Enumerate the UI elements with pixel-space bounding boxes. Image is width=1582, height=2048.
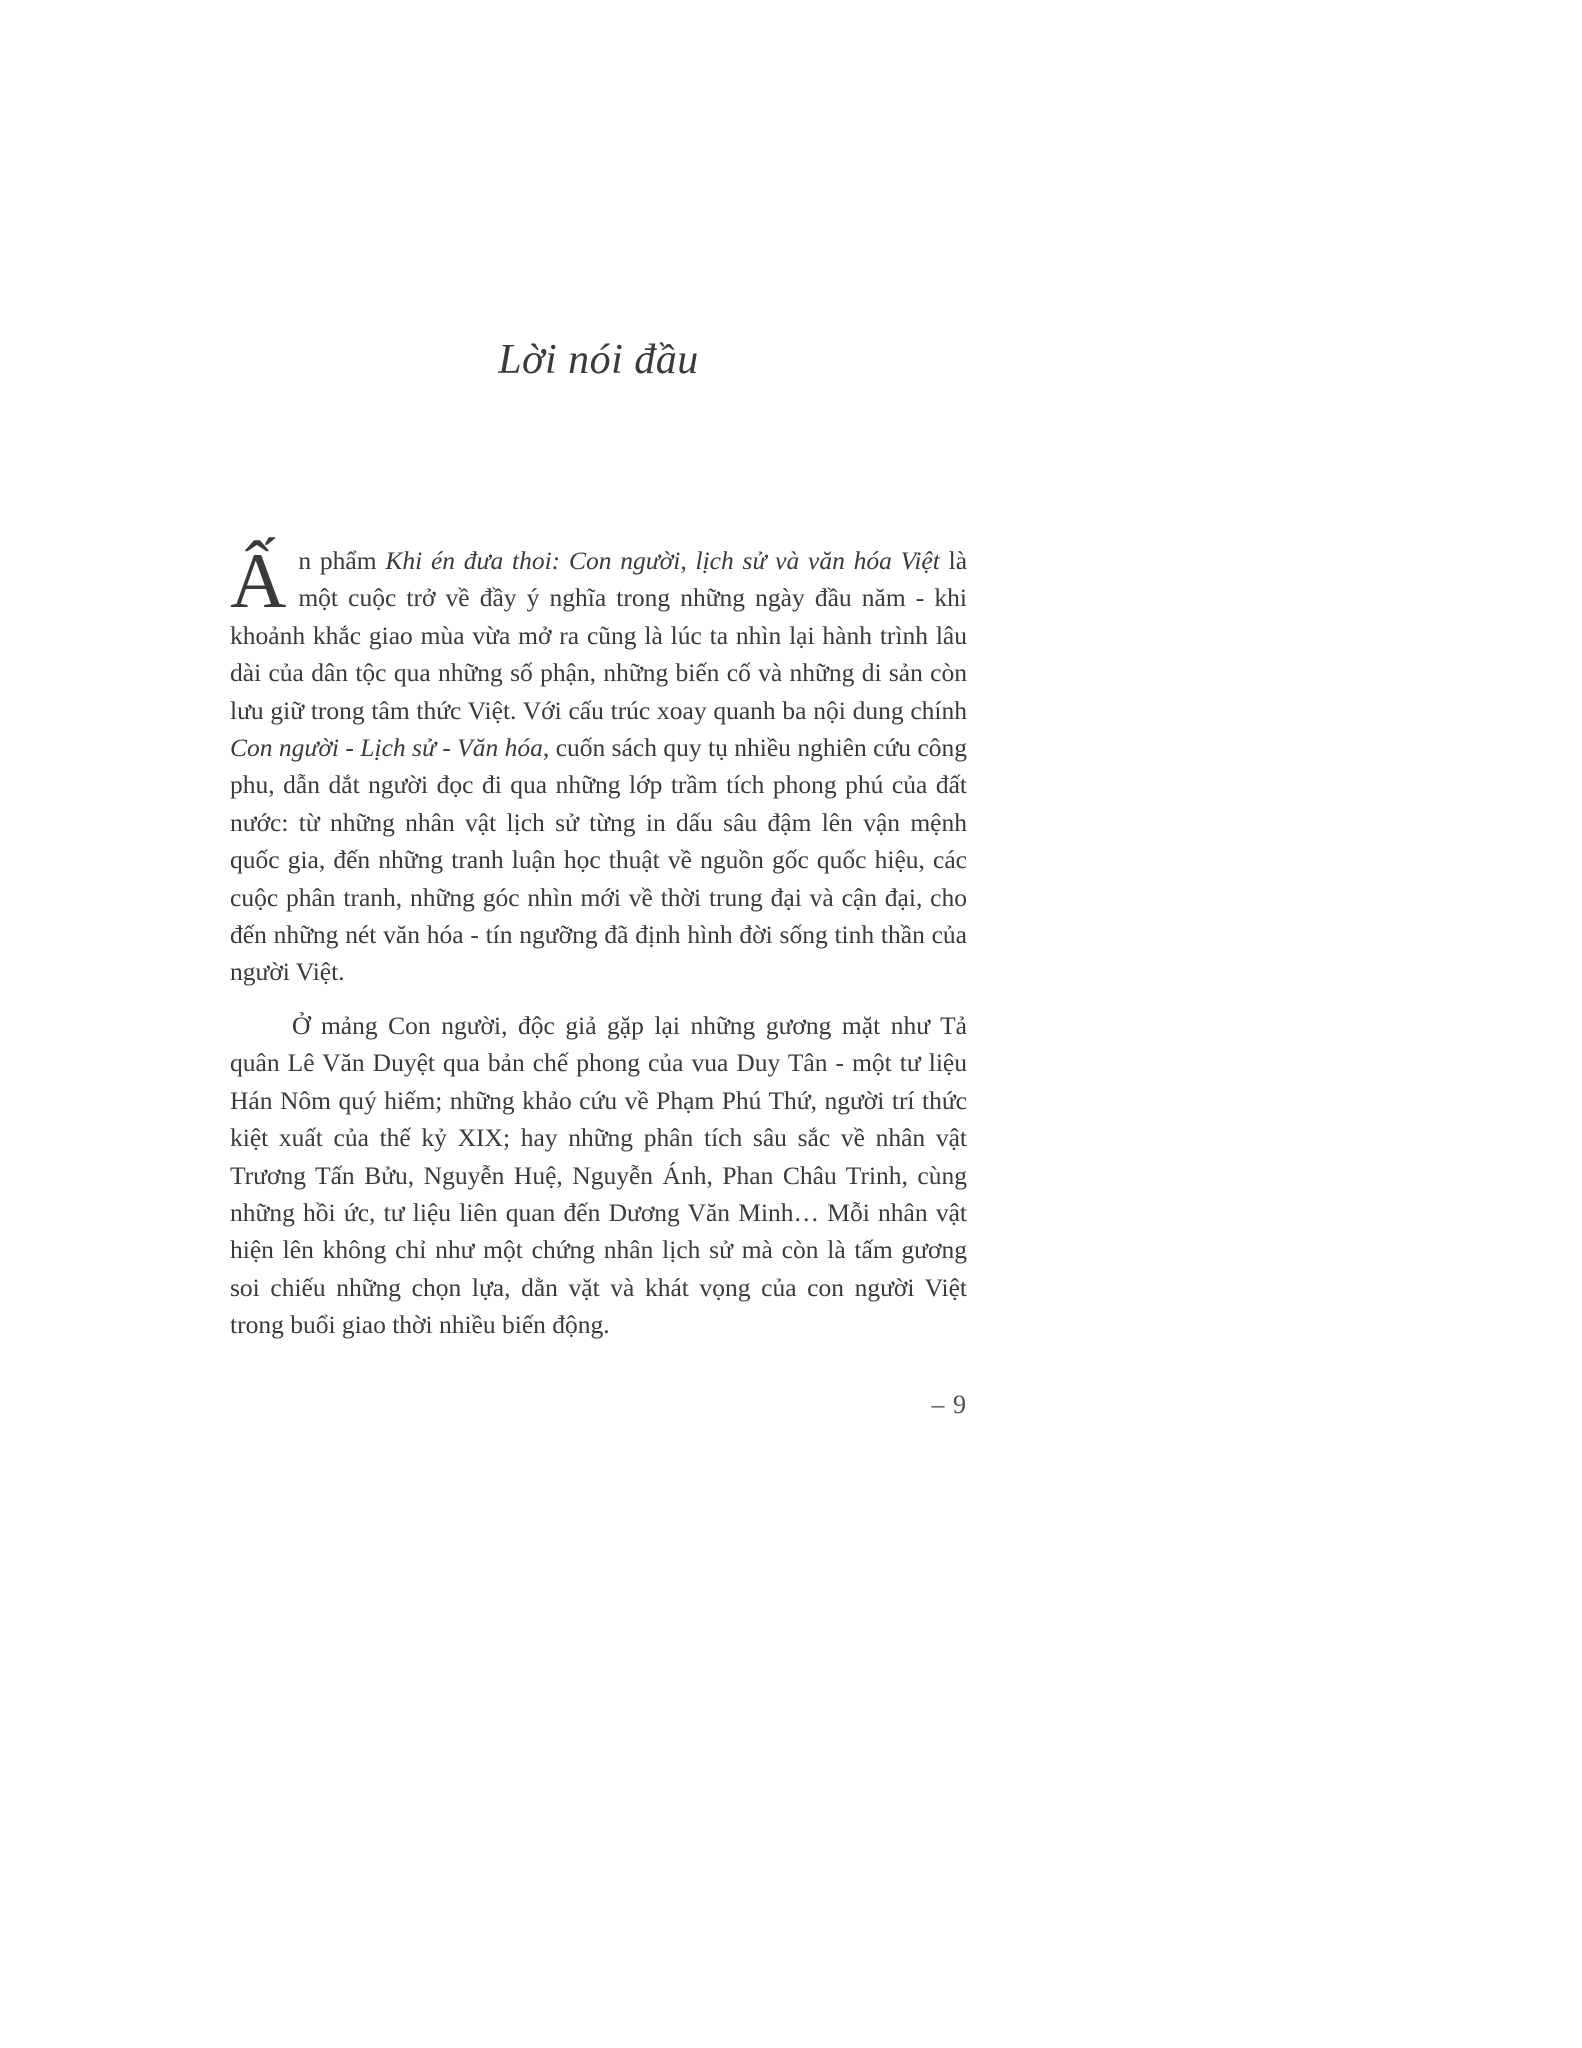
page-content — [230, 336, 967, 1420]
dropcap-letter: Ấ — [230, 537, 287, 624]
section-names-italic: Con người - Lịch sử - Văn hóa — [230, 733, 543, 763]
paragraph-intro — [230, 537, 968, 991]
paragraph-con-nguoi: Ở mảng Con người, độc giả gặp lại những gương mặt như Tả quân Lê Văn Duyệt qua bản chế phong của vua Duy Tân - một tư liệu Hán Nôm quý hiếm; những khảo cứu về Phạm Phú Thứ, người trí thức kiệt xuất của thế kỷ XIX; hay những phân tích sâu sắc về nhân vật Trương Tấn Bửu, Nguyễn Huệ, Nguyễn Ánh, Phan Châu Trinh, cùng những hồi ức, tư liệu liên quan đến Dương Văn Minh… Mỗi nhân vật hiện lên không chỉ như một chứng nhân lịch sử mà còn là tấm gương soi chiếu những chọn lựa, dằn vặt và khát vọng của con người Việt trong buổi giao thời nhiều biến động. — [230, 1010, 967, 1340]
text-run: là một cuộc trở về đầy ý nghĩa trong những ngày đầu năm - khi khoảnh khắc giao mùa vừa mở ra cũng là lúc ta nhìn lại hành trình lâu dài của dân tộc qua những số phận, những biến cố và những di sản còn lưu giữ trong tâm thức Việt. Với cấu trúc xoay quanh ba nội dung chính — [230, 546, 968, 725]
book-title-italic: Khi én đưa thoi: Con người, lịch sử và văn hóa Việt — [385, 546, 940, 575]
text-run: , cuốn sách quy tụ nhiều nghiên cứu công phu, dẫn dắt người đọc đi qua những lớp trầm tích phong phú của đất nước: từ những nhân vật lịch sử từng in dấu sâu đậm lên vận mệnh quốc gia, đến những tranh luận học thuật về nguồn gốc quốc hiệu, các cuộc phân tranh, những góc nhìn mới về thời trung đại và cận đại, cho đến những nét văn hóa - tín ngưỡng đã định hình đời sống tinh thần của người Việt. — [230, 733, 967, 987]
text-run: n phẩm — [298, 546, 386, 575]
page-number: – 9 — [931, 1389, 967, 1419]
preface-title: Lời nói đầu — [498, 337, 699, 383]
